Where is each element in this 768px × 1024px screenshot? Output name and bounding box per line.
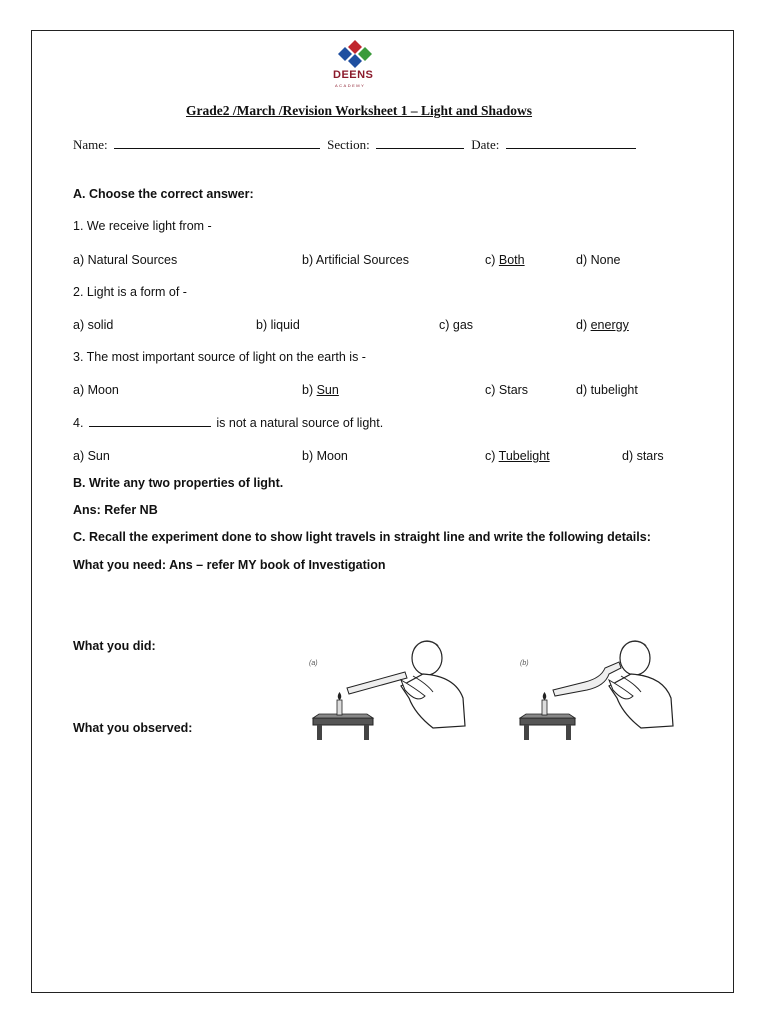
q2-question: 2. Light is a form of -: [73, 285, 187, 299]
q3-option-d: d) tubelight: [576, 383, 638, 397]
section-c-heading: C. Recall the experiment done to show light travels in straight line and write the following details:: [73, 530, 651, 544]
q3-option-a: a) Moon: [73, 383, 119, 397]
q4-blank[interactable]: [89, 416, 211, 427]
q2-option-a: a) solid: [73, 318, 114, 332]
section-b-answer: Ans: Refer NB: [73, 503, 158, 517]
q1-option-d: d) None: [576, 253, 621, 267]
q4-answer: Tubelight: [498, 449, 550, 463]
q4-option-a: a) Sun: [73, 449, 110, 463]
date-label: Date:: [471, 137, 500, 152]
boy-looking-through-pipe-icon: [305, 638, 470, 744]
section-a-heading: A. Choose the correct answer:: [73, 187, 254, 201]
q1-option-c-prefix: c): [485, 253, 499, 267]
section-b-heading: B. Write any two properties of light.: [73, 476, 284, 490]
q2-option-c: c) gas: [439, 318, 474, 332]
what-you-observed: What you observed:: [73, 721, 193, 735]
experiment-figure-b: [515, 638, 680, 744]
q1-option-c: [485, 253, 525, 267]
q4-option-d: d) stars: [622, 449, 664, 463]
logo-subtitle: ACADEMY: [335, 83, 366, 88]
worksheet-title: Grade2 /March /Revision Worksheet 1 – Light and Shadows: [186, 103, 533, 118]
what-you-need: What you need: Ans – refer MY book of Investigation: [73, 558, 386, 572]
logo: [331, 40, 379, 90]
q1-question: 1. We receive light from -: [73, 219, 212, 233]
q4-number: 4.: [73, 416, 84, 430]
q3-answer: Sun: [316, 383, 339, 397]
section-label: Section:: [327, 137, 370, 152]
logo-mark-icon: [331, 40, 379, 70]
q3-question: 3. The most important source of light on the earth is -: [73, 350, 366, 364]
q4-option-c-prefix: c): [485, 449, 499, 463]
name-field[interactable]: [114, 138, 320, 149]
q2-answer: energy: [590, 318, 629, 332]
experiment-figure-a: [305, 638, 470, 744]
q4-option-b: b) Moon: [302, 449, 348, 463]
boy-looking-through-bent-pipe-icon: [515, 638, 680, 744]
q4-question: [73, 416, 383, 430]
q1-option-a: a) Natural Sources: [73, 253, 178, 267]
what-you-did: What you did:: [73, 639, 156, 653]
figure-a-label: (a): [309, 660, 318, 667]
q2-option-b: b) liquid: [256, 318, 300, 332]
q3-option-c: c) Stars: [485, 383, 529, 397]
q3-option-b-prefix: b): [302, 383, 317, 397]
q1-option-b: b) Artificial Sources: [302, 253, 409, 267]
q2-option-d: [576, 318, 629, 332]
q2-option-d-prefix: d): [576, 318, 591, 332]
date-field[interactable]: [506, 138, 636, 149]
name-label: Name:: [73, 137, 108, 152]
section-field[interactable]: [376, 138, 464, 149]
student-info-line: [73, 137, 636, 153]
figure-b-label: (b): [520, 660, 529, 667]
logo-name: DEENS: [333, 69, 374, 81]
q3-option-b: [302, 383, 347, 397]
q4-option-c: [485, 449, 550, 463]
q4-question-text: is not a natural source of light.: [216, 416, 384, 430]
q1-answer: Both: [498, 253, 525, 267]
